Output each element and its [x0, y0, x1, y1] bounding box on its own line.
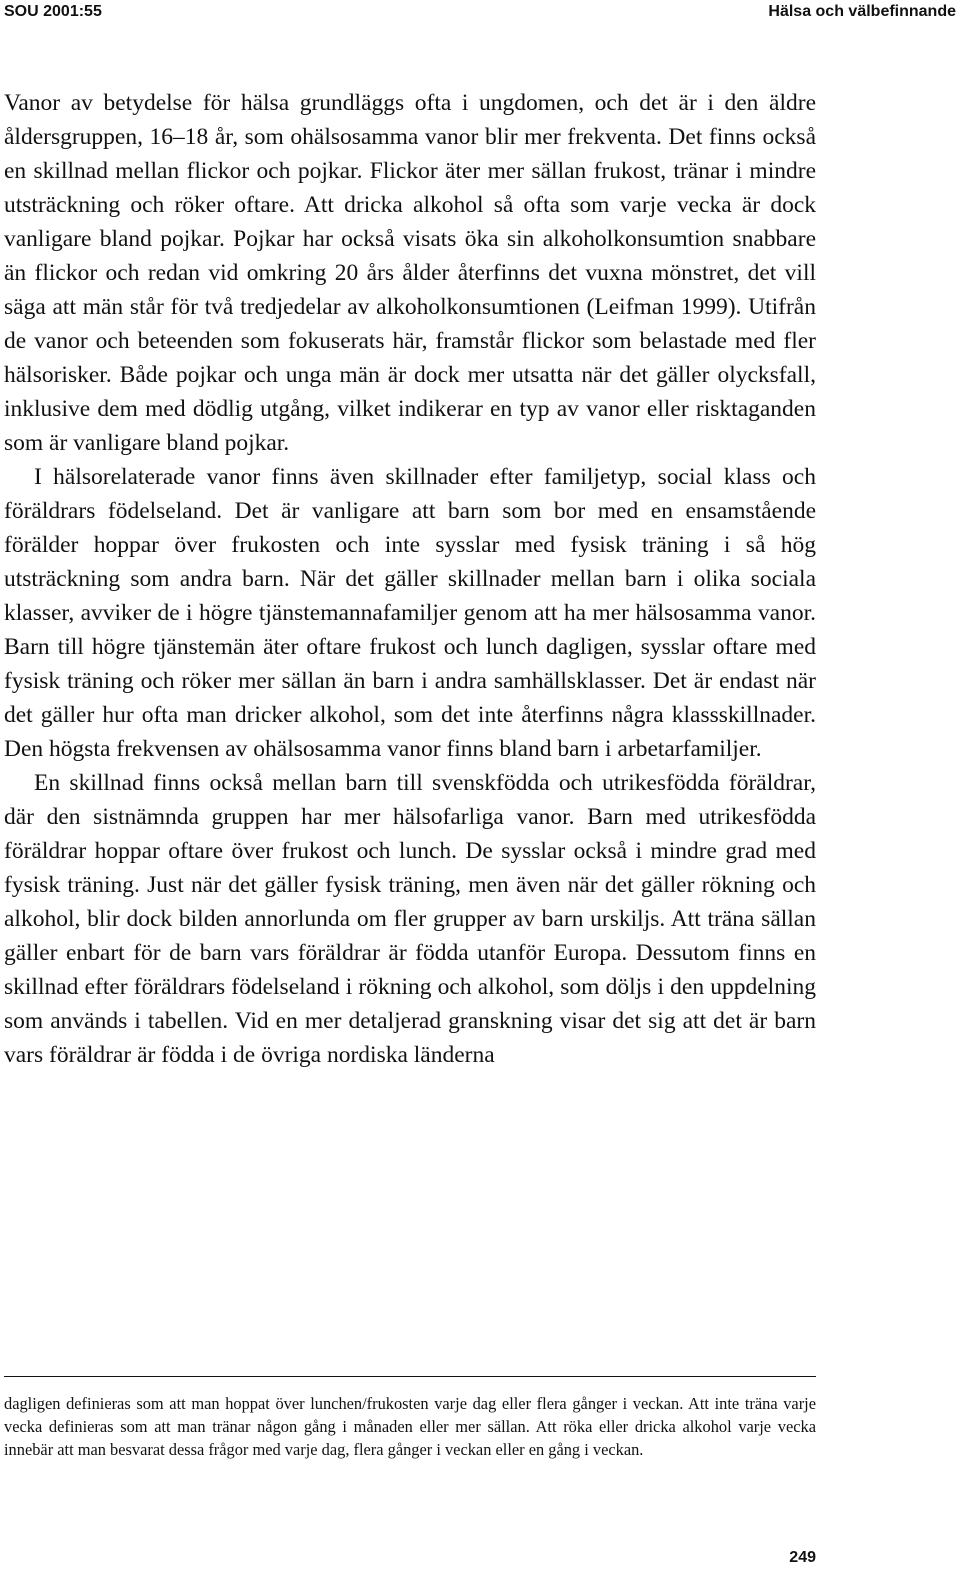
footnote-text: dagligen definieras som att man hoppat över lunchen/frukosten varje dag eller flera gånger i veckan. Att inte träna varje vecka definieras som att man tränar någon gång i månaden eller mer sällan. Att röka eller dricka alkohol varje vecka innebär att man besvarat dessa frågor med varje dag, flera gånger i veckan eller en gång i veckan. — [4, 1394, 816, 1459]
paragraph-family-class-differences: I hälsorelaterade vanor finns även skillnader efter familjetyp, social klass och föräldrars födelseland. Det är vanligare att barn som bor med en ensamstående förälder hoppar över frukosten och inte sysslar med fysisk träning i så hög utsträckning som andra barn. När det gäller skillnader mellan barn i olika sociala klasser, avviker de i högre tjänstemannafamiljer genom att ha mer hälsosamma vanor. Barn till högre tjänstemän äter oftare frukost och lunch dagligen, sysslar oftare med fysisk träning och röker mer sällan än barn i andra samhällsklasser. Det är endast när det gäller hur ofta man dricker alkohol, som det inte återfinns några klassskillnader. Den högsta frekvensen av ohälsosamma vanor finns bland barn i arbetarfamiljer. — [4, 464, 816, 762]
running-header — [0, 0, 960, 24]
chapter-title: Hälsa och välbefinnande — [768, 3, 956, 20]
report-identifier: SOU 2001:55 — [4, 3, 102, 20]
footnote — [4, 1392, 816, 1461]
footnote-divider — [4, 1376, 816, 1377]
paragraph-parental-birthplace: En skillnad finns också mellan barn till svenskfödda och utrikesfödda föräldrar, där den sistnämnda gruppen har mer hälsofarliga vanor. Barn med utrikesfödda föräldrar hoppar oftare över frukost och lunch. De sysslar också i mindre grad med fysisk träning. Just när det gäller fysisk träning, men även när det gäller rökning och alkohol, blir dock bilden annorlunda om fler grupper av barn urskiljs. Att träna sällan gäller enbart för de barn vars föräldrar är födda utanför Europa. Dessutom finns en skillnad efter föräldrars födelseland i rökning och alkohol, som döljs i den uppdelning som används i tabellen. Vid en mer detaljerad granskning visar det sig att det är barn vars föräldrar är födda i de övriga nordiska länderna — [4, 770, 816, 1068]
body-text — [4, 86, 816, 1072]
paragraph-gender-differences: Vanor av betydelse för hälsa grundläggs ofta i ungdomen, och det är i den äldre åldersgruppen, 16–18 år, som ohälsosamma vanor blir mer frekventa. Det finns också en skillnad mellan flickor och pojkar. Flickor äter mer sällan frukost, tränar i mindre utsträckning och röker oftare. Att dricka alkohol så ofta som varje vecka är dock vanligare bland pojkar. Pojkar har också visats öka sin alkoholkonsumtion snabbare än flickor och redan vid omkring 20 års ålder återfinns det vuxna mönstret, det vill säga att män står för två tredjedelar av alkoholkonsumtionen (Leifman 1999). Utifrån de vanor och beteenden som fokuserats här, framstår flickor som belastade med fler hälsorisker. Både pojkar och unga män är dock mer utsatta när det gäller olycksfall, inklusive dem med dödlig utgång, vilket indikerar en typ av vanor eller risktaganden som är vanligare bland pojkar. — [4, 90, 816, 456]
page-number: 249 — [789, 1549, 816, 1566]
